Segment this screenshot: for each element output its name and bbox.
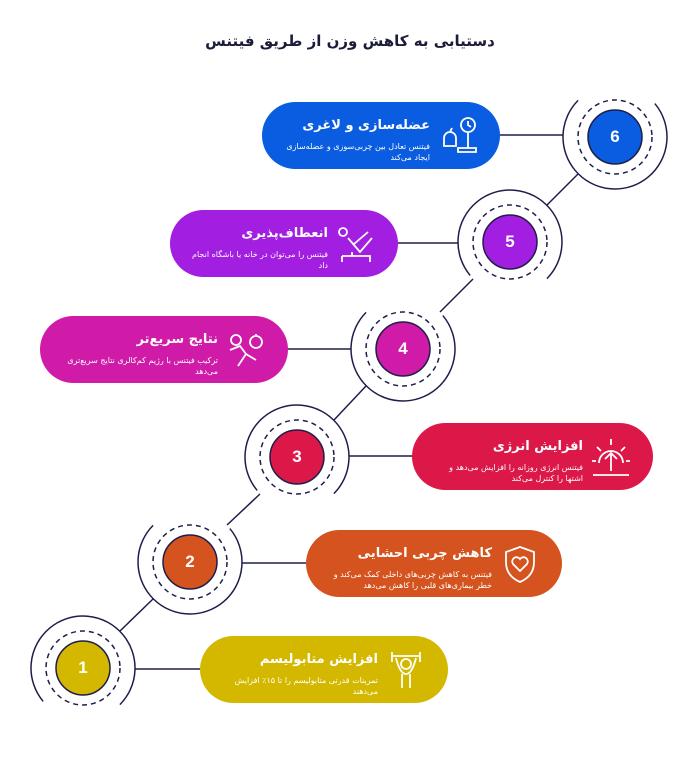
scale-apple-icon	[438, 116, 478, 156]
sunrise-icon	[591, 437, 631, 477]
connector-line	[334, 386, 366, 420]
step-title: کاهش چربی احشایی	[357, 546, 492, 561]
step-description: ترکیب فیتنس با رژیم کم‌کالری نتایج سریع‌تری می‌دهد	[67, 356, 218, 376]
step-title: انعطاف‌پذیری	[241, 226, 328, 241]
step-description: فیتنس به کاهش چربی‌های داخلی کمک می‌کند و خطر بیماری‌های قلبی را کاهش می‌دهد	[333, 570, 492, 590]
runner-stopwatch-icon	[226, 330, 266, 370]
step-card-5	[170, 210, 398, 277]
step-title: نتایج سریع‌تر	[136, 332, 218, 347]
step-description: تمرینات قدرتی متابولیسم را تا ۱۵٪ افزایش می‌دهند	[234, 676, 378, 696]
step-title: افزایش متابولیسم	[259, 652, 378, 667]
weightlifter-icon	[386, 650, 426, 690]
connector-line	[227, 494, 260, 525]
connector-line	[547, 174, 578, 205]
step-number: 6	[610, 127, 620, 146]
step-description: فیتنس تعادل بین چربی‌سوزی و عضله‌سازی ایجاد می‌کند	[286, 142, 430, 162]
step-description: فیتنس را می‌توان در خانه یا باشگاه انجام داد	[192, 250, 328, 270]
connector-line	[440, 279, 473, 312]
step-number: 3	[292, 447, 302, 466]
page-title: دستیابی به کاهش وزن از طریق فیتنس	[205, 32, 495, 50]
step-number: 1	[78, 658, 88, 677]
step-title: افزایش انرژی	[492, 439, 583, 454]
step-title: عضله‌سازی و لاغری	[302, 118, 430, 133]
connector-line	[120, 599, 153, 631]
heart-shield-icon	[500, 544, 540, 584]
step-description: فیتنس انرژی روزانه را افزایش می‌دهد و اشتها را کنترل می‌کند	[449, 463, 583, 483]
gymnast-icon	[336, 224, 376, 264]
step-card-1	[200, 636, 448, 703]
step-number: 2	[185, 552, 195, 571]
step-number: 4	[398, 339, 408, 358]
step-card-2	[306, 530, 562, 597]
step-number: 5	[505, 232, 515, 251]
step-card-3	[412, 423, 653, 490]
step-card-4	[40, 316, 288, 383]
step-card-6	[262, 102, 500, 169]
